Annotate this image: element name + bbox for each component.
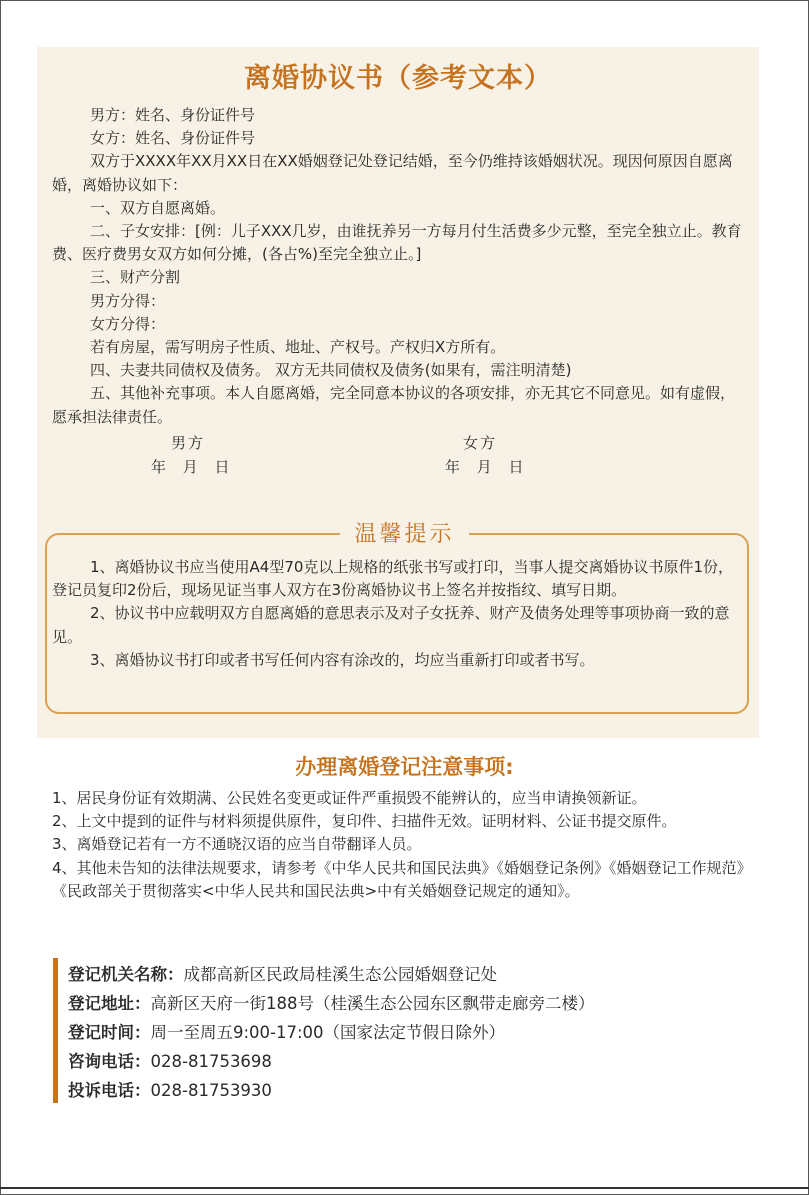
phone-label: 咨询电话：: [68, 1052, 151, 1071]
tips-title: 温馨提示: [340, 520, 468, 550]
item-3: 三、财产分割: [90, 268, 181, 287]
phone-value[interactable]: 028-81753698: [150, 1052, 272, 1071]
complaint-label: 投诉电话：: [68, 1081, 151, 1100]
item-1: 一、双方自愿离婚。: [90, 198, 226, 217]
contact-address-row: [68, 989, 595, 1018]
signature-male: 男方: [171, 434, 206, 452]
bottom-rule: [0, 1187, 809, 1189]
tips-heading: [0, 520, 809, 550]
item-5: 五、其他补充事项。本人自愿离婚，完全同意本协议的各项安排，亦无其它不同意见。如有虚假，愿承担法律责任。: [52, 384, 736, 426]
item-2: 二、子女安排：[例：儿子XXX几岁，由谁抚养另一方每月付生活费多少元整，至完全独立止。教育费、医疗费男女双方如何分摊，(各占%)至完全独立止。]: [52, 222, 742, 264]
tip-2: 2、协议书中应载明双方自愿离婚的意思表示及对子女抚养、财产及债务处理等事项协商一致的意见。: [52, 604, 730, 646]
female-party-line: 女方：姓名、身份证件号: [90, 129, 256, 148]
male-share: 男方分得：: [90, 291, 166, 310]
address-value: 高新区天府一街188号（桂溪生态公园东区飘带走廊旁二楼）: [150, 994, 595, 1013]
document-title: 离婚协议书（参考文本）: [244, 63, 552, 94]
house-clause: 若有房屋，需写明房子性质、地址、产权号。产权归X方所有。: [90, 338, 506, 357]
notes-list: [52, 787, 752, 903]
contact-phone-row: [68, 1047, 595, 1076]
male-party-line: 男方：姓名、身份证件号: [90, 106, 256, 124]
contact-hours-row: [68, 1018, 595, 1047]
agreement-intro: 双方于XXXX年XX月XX日在XX婚姻登记处登记结婚，至今仍维持该婚姻状况。现因何原因自愿离婚，离婚协议如下：: [52, 152, 733, 194]
contact-org-row: [68, 960, 595, 989]
agreement-body: [52, 104, 742, 429]
tip-3: 3、离婚协议书打印或者书写任何内容有涂改的，均应当重新打印或者书写。: [90, 650, 595, 669]
date-male: 年 月 日: [151, 458, 232, 476]
contact-accent-bar: [53, 958, 58, 1103]
note-item: 3、离婚登记若有一方不通晓汉语的应当自带翻译人员。: [52, 835, 422, 854]
complaint-value[interactable]: 028-81753930: [150, 1081, 272, 1100]
item-4: 四、夫妻共同债权及债务。 双方无共同债权及债务(如果有，需注明清楚): [90, 361, 572, 380]
contact-complaint-row: [68, 1076, 595, 1105]
tips-body: [52, 556, 746, 672]
hours-label: 登记时间：: [68, 1023, 151, 1042]
note-item: 1、居民身份证有效期满、公民姓名变更或证件严重损毁不能辨认的，应当申请换领新证。: [52, 789, 647, 807]
org-value: 成都高新区民政局桂溪生态公园婚姻登记处: [183, 965, 497, 984]
note-item: 4、其他未告知的法律法规要求，请参考《中华人民共和国民法典》《婚姻登记条例》《婚姻登记工作规范》《民政部关于贯彻落实<中华人民共和国民法典>中有关婚姻登记规定的通知》。: [52, 858, 752, 900]
hours-value: 周一至周五9:00-17:00（国家法定节假日除外）: [150, 1023, 506, 1042]
notes-title: 办理离婚登记注意事项:: [295, 755, 514, 779]
tip-1: 1、离婚协议书应当使用A4型70克以上规格的纸张书写或打印，当事人提交离婚协议书原件1份，登记员复印2份后，现场见证当事人双方在3份离婚协议书上签名并按指纹、填写日期。: [52, 558, 733, 600]
female-share: 女方分得：: [90, 314, 166, 333]
date-female: 年 月 日: [445, 458, 526, 476]
contact-info: [68, 960, 595, 1105]
address-label: 登记地址：: [68, 994, 151, 1013]
note-item: 2、上文中提到的证件与材料须提供原件，复印件、扫描件无效。证明材料、公证书提交原件。: [52, 812, 677, 831]
org-label: 登记机关名称：: [68, 965, 184, 984]
signature-female: 女方: [463, 434, 498, 452]
